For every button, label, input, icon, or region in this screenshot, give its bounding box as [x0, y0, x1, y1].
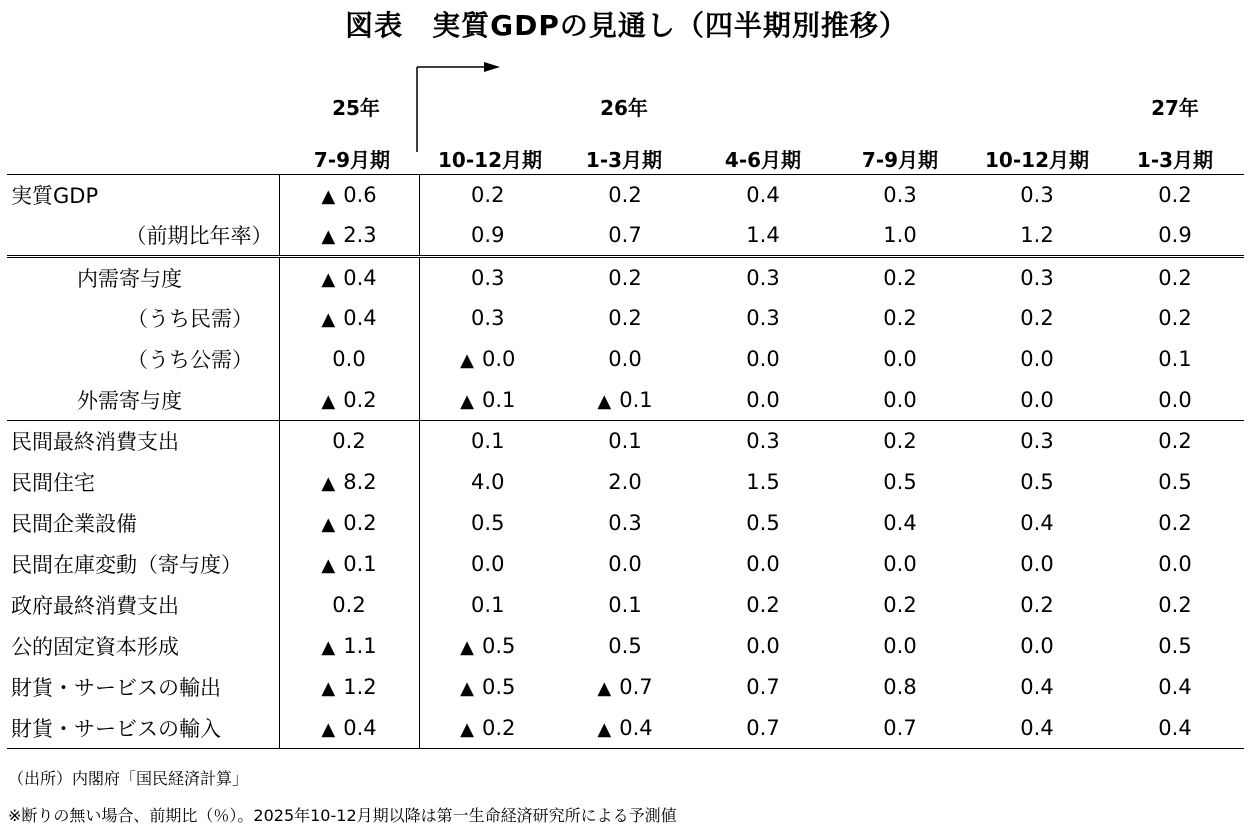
table-cell — [279, 626, 419, 667]
table-cell — [279, 503, 419, 544]
period-header: 1-3月期 — [1136, 148, 1214, 172]
gdp-forecast-table — [7, 174, 1244, 749]
cell-value: 0.4 — [343, 715, 377, 740]
chart-title: 図表 実質GDPの見通し（四半期別推移） — [345, 9, 908, 42]
cell-value: 0.6 — [343, 183, 377, 208]
negative-triangle-icon: ▲ — [460, 678, 474, 699]
table-cell: 0.4 — [883, 511, 917, 535]
table-cell — [279, 708, 419, 749]
table-cell: 0.3 — [694, 421, 832, 462]
row-label: 民間在庫変動（寄与度） — [7, 544, 279, 585]
table-row — [7, 216, 1244, 257]
source-note: （出所）内閣府「国民経済計算」 — [8, 769, 249, 788]
table-cell: 0.7 — [832, 708, 968, 749]
negative-triangle-icon: ▲ — [321, 473, 336, 494]
negative-triangle-icon: ▲ — [321, 226, 336, 248]
table-cell: 0.2 — [1020, 593, 1054, 617]
table-cell: 0.7 — [694, 708, 832, 749]
row-label: （うち民需） — [7, 298, 279, 339]
table-cell: 1.2 — [1020, 223, 1054, 248]
table-cell: 0.0 — [471, 552, 505, 576]
cell-value: 0.2 — [343, 511, 377, 535]
table-cell — [419, 667, 556, 708]
table-cell: 0.5 — [608, 634, 642, 658]
row-label: 民間企業設備 — [7, 503, 279, 544]
table-cell: 4.0 — [471, 470, 505, 494]
table-row — [7, 380, 1244, 421]
table-cell: 0.0 — [883, 634, 917, 658]
negative-triangle-icon: ▲ — [460, 718, 474, 740]
table-cell: 0.0 — [279, 339, 419, 380]
cell-value: 0.4 — [343, 306, 377, 330]
table-cell — [419, 339, 556, 380]
table-cell: 0.3 — [608, 511, 642, 535]
table-cell: 0.1 — [556, 421, 694, 462]
cell-value: 0.5 — [481, 675, 516, 699]
row-label: 民間住宅 — [7, 462, 279, 503]
table-row — [7, 298, 1244, 339]
negative-triangle-icon: ▲ — [321, 309, 336, 330]
table-row — [7, 503, 1244, 544]
negative-triangle-icon: ▲ — [321, 186, 336, 208]
table-cell: 1.4 — [746, 223, 780, 248]
footnote: ※断りの無い場合、前期比（％）。2025年10-12月期以降は第一生命経済研究所による予測値 — [8, 806, 677, 825]
table-cell: 0.4 — [1106, 708, 1244, 749]
negative-triangle-icon: ▲ — [321, 637, 336, 658]
cell-value: 0.2 — [481, 715, 516, 740]
table-cell: 0.2 — [1158, 511, 1192, 535]
row-label: 公的固定資本形成 — [7, 626, 279, 667]
cell-value: 0.1 — [343, 552, 377, 576]
row-label: 政府最終消費支出 — [7, 585, 279, 626]
table-row — [7, 175, 1244, 216]
table-cell: 2.0 — [608, 470, 642, 494]
table-cell — [556, 380, 694, 421]
table-cell: 0.2 — [883, 593, 917, 617]
table-cell: 0.2 — [746, 593, 780, 617]
table-cell: 0.3 — [471, 306, 505, 330]
table-row — [7, 626, 1244, 667]
table-cell — [279, 667, 419, 708]
negative-triangle-icon: ▲ — [597, 390, 612, 412]
table-cell: 0.1 — [419, 421, 556, 462]
table-row — [7, 339, 1244, 380]
table-cell: 0.1 — [471, 593, 505, 617]
row-label: 内需寄与度 — [7, 257, 279, 298]
table-cell — [419, 626, 556, 667]
negative-triangle-icon: ▲ — [321, 390, 336, 412]
table-cell: 0.1 — [608, 593, 642, 617]
cell-value: 8.2 — [343, 470, 377, 494]
table-cell: 0.4 — [1020, 675, 1054, 699]
negative-triangle-icon: ▲ — [460, 350, 474, 371]
table-cell: 0.2 — [1106, 421, 1244, 462]
year-label-27: 27年 — [1151, 96, 1199, 120]
table-cell: 0.2 — [1106, 257, 1244, 298]
table-cell: 0.0 — [746, 552, 780, 576]
table-cell: 0.0 — [883, 387, 917, 412]
table-cell: 0.0 — [1020, 347, 1054, 371]
table-cell — [419, 708, 556, 749]
table-cell: 0.9 — [1158, 223, 1192, 248]
cell-value: 0.7 — [619, 675, 653, 699]
table-cell: 0.0 — [746, 387, 780, 412]
table-cell: 0.0 — [883, 552, 917, 576]
table-row — [7, 544, 1244, 585]
cell-value: 0.2 — [343, 387, 377, 412]
table-cell: 0.7 — [608, 223, 642, 248]
negative-triangle-icon: ▲ — [321, 718, 336, 740]
cell-value: 0.4 — [619, 715, 653, 740]
table-cell: 0.3 — [419, 257, 556, 298]
table-cell: 0.2 — [1106, 175, 1244, 216]
table-cell: 0.0 — [608, 347, 642, 371]
row-label: 財貨・サービスの輸出 — [7, 667, 279, 708]
table-cell: 1.5 — [746, 470, 780, 494]
table-cell — [279, 544, 419, 585]
table-cell: 0.5 — [1158, 634, 1192, 658]
table-cell: 0.0 — [883, 347, 917, 371]
table-cell: 0.2 — [419, 175, 556, 216]
row-label: 民間最終消費支出 — [7, 421, 279, 462]
period-header: 10-12月期 — [438, 148, 542, 172]
table-cell: 0.2 — [556, 175, 694, 216]
table-cell: 0.0 — [1158, 552, 1192, 576]
table-cell: 0.2 — [279, 585, 419, 626]
table-cell: 0.5 — [1158, 470, 1192, 494]
table-cell: 0.7 — [746, 675, 780, 699]
table-cell: 0.9 — [471, 223, 505, 248]
table-cell: 0.2 — [883, 306, 917, 330]
table-cell: 0.2 — [279, 421, 419, 462]
table-cell — [279, 298, 419, 339]
table-cell: 0.2 — [1020, 306, 1054, 330]
row-label: （前期比年率） — [7, 216, 279, 257]
table-row — [7, 462, 1244, 503]
table-cell — [279, 462, 419, 503]
table-cell: 0.3 — [832, 175, 968, 216]
table-cell: 0.4 — [1158, 675, 1192, 699]
table-cell: 1.0 — [883, 223, 917, 248]
cell-value: 0.0 — [481, 347, 516, 371]
table-cell: 0.5 — [883, 470, 917, 494]
negative-triangle-icon: ▲ — [321, 514, 336, 535]
table-cell: 0.5 — [1020, 470, 1054, 494]
table-cell: 0.2 — [832, 421, 968, 462]
negative-triangle-icon: ▲ — [321, 268, 336, 290]
period-header: 4-6月期 — [724, 148, 802, 172]
cell-value: 0.1 — [619, 387, 653, 412]
table-cell — [279, 175, 419, 216]
table-row — [7, 585, 1244, 626]
table-row — [7, 667, 1244, 708]
table-cell: 0.0 — [1020, 387, 1054, 412]
period-header: 7-9月期 — [861, 148, 939, 172]
table-cell: 0.0 — [746, 347, 780, 371]
table-cell: 0.4 — [1020, 511, 1054, 535]
year-label-25: 25年 — [332, 96, 380, 120]
table-cell: 0.4 — [968, 708, 1106, 749]
table-cell: 0.3 — [746, 306, 780, 330]
table-cell: 0.0 — [1020, 552, 1054, 576]
table-cell: 0.2 — [608, 306, 642, 330]
negative-triangle-icon: ▲ — [597, 678, 612, 699]
row-label: 財貨・サービスの輸入 — [7, 708, 279, 749]
cell-value: 1.1 — [343, 634, 377, 658]
negative-triangle-icon: ▲ — [597, 718, 612, 740]
cell-value: 1.2 — [343, 675, 377, 699]
table-cell: 0.0 — [1158, 387, 1192, 412]
year-label-26: 26年 — [600, 96, 648, 120]
table-row — [7, 708, 1244, 749]
table-cell — [419, 380, 556, 421]
table-cell — [556, 708, 694, 749]
forecast-arrow-icon — [416, 62, 506, 152]
row-label: （うち公需） — [7, 339, 279, 380]
cell-value: 2.3 — [343, 223, 377, 248]
table-cell: 0.8 — [883, 675, 917, 699]
table-cell: 0.5 — [471, 511, 505, 535]
cell-value: 0.4 — [343, 265, 377, 290]
period-header: 7-9月期 — [313, 148, 391, 172]
table-cell: 0.0 — [608, 552, 642, 576]
table-cell: 0.5 — [746, 511, 780, 535]
table-row — [7, 257, 1244, 298]
period-header: 10-12月期 — [985, 148, 1089, 172]
table-cell: 0.3 — [968, 257, 1106, 298]
table-cell: 0.1 — [1158, 347, 1192, 371]
row-label: 外需寄与度 — [7, 380, 279, 421]
negative-triangle-icon: ▲ — [321, 555, 336, 576]
table-row — [7, 421, 1244, 462]
table-cell: 0.0 — [746, 634, 780, 658]
negative-triangle-icon: ▲ — [460, 637, 474, 658]
table-cell: 0.4 — [694, 175, 832, 216]
table-cell — [556, 667, 694, 708]
table-cell: 0.2 — [556, 257, 694, 298]
table-cell: 0.3 — [968, 421, 1106, 462]
table-cell — [279, 216, 419, 257]
table-cell: 0.3 — [694, 257, 832, 298]
table-cell — [279, 380, 419, 421]
table-cell: 0.2 — [832, 257, 968, 298]
table-cell — [279, 257, 419, 298]
table-cell: 0.2 — [1158, 306, 1192, 330]
row-label: 実質GDP — [7, 175, 279, 216]
table-cell: 0.0 — [1020, 634, 1054, 658]
cell-value: 0.1 — [481, 387, 516, 412]
table-cell: 0.3 — [968, 175, 1106, 216]
period-header: 1-3月期 — [585, 148, 663, 172]
negative-triangle-icon: ▲ — [321, 678, 336, 699]
negative-triangle-icon: ▲ — [460, 390, 474, 412]
table-cell: 0.2 — [1158, 593, 1192, 617]
cell-value: 0.5 — [481, 634, 516, 658]
